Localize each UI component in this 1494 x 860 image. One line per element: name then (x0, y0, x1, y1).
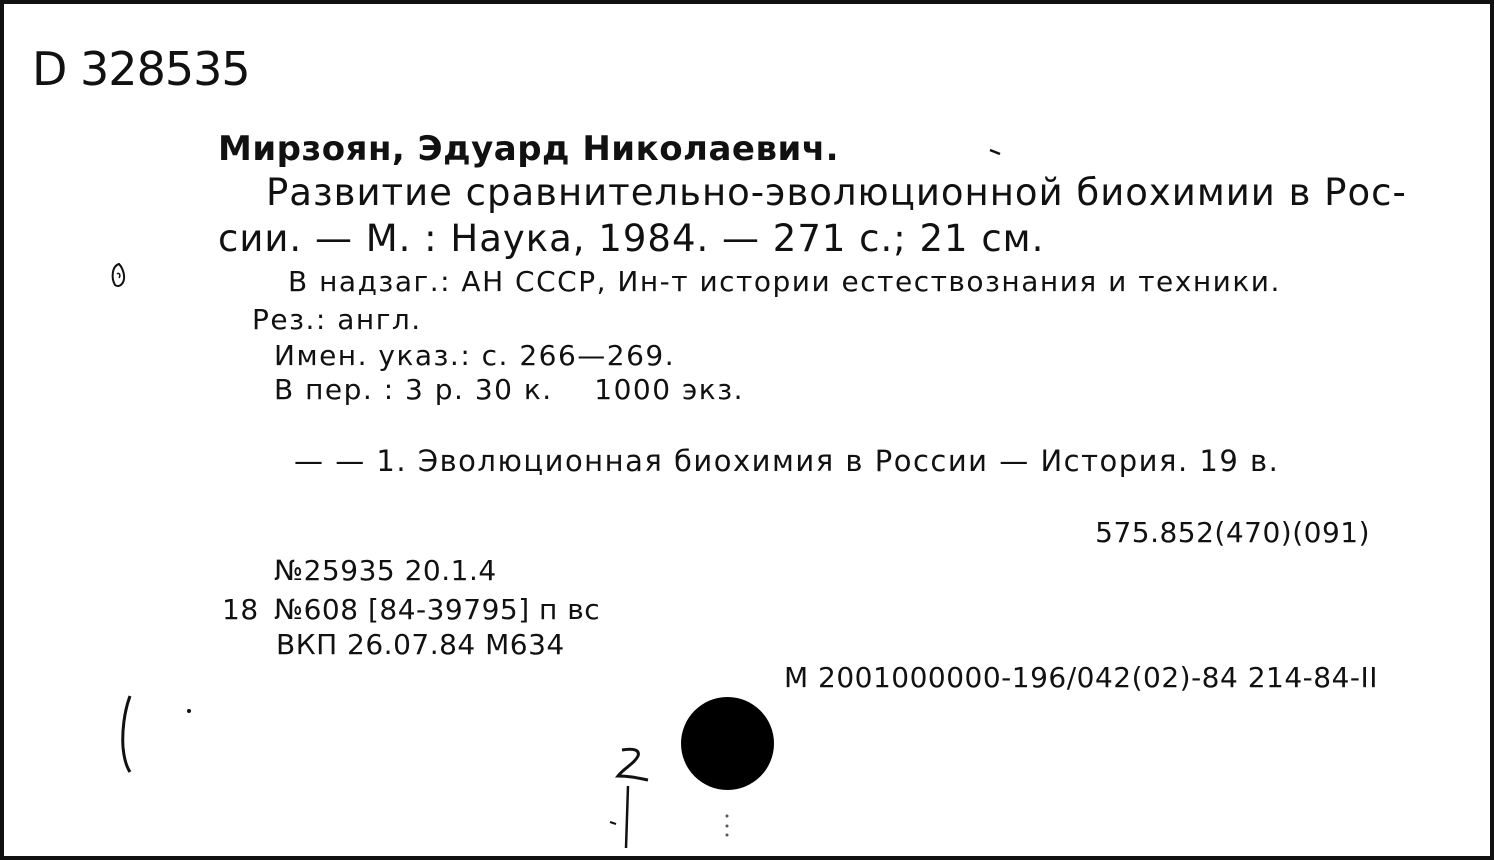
faint-marks-icon (720, 810, 734, 840)
smudge-mark-icon (106, 260, 132, 290)
publication-line-1: №25935 20.1.4 (274, 554, 497, 587)
punch-hole (681, 697, 774, 790)
handwritten-bracket-icon (110, 692, 136, 776)
publication-line-2-prefix: 18 (222, 593, 259, 626)
index-note: Имен. указ.: с. 266—269. (274, 339, 676, 372)
udc-classification: 575.852(470)(091) (1095, 516, 1370, 549)
call-number: D 328535 (32, 42, 250, 96)
author-heading: Мирзоян, Эдуард Николаевич. (218, 129, 840, 169)
subject-heading: — — 1. Эволюционная биохимия в России — История. 19 в. (294, 444, 1280, 478)
publication-line-3: ВКП 26.07.84 М634 (276, 628, 565, 661)
specks-icon (184, 704, 194, 718)
title-line-1: Развитие сравнительно-эволюционной биохимии в Рос- (266, 171, 1407, 214)
publication-line-2: №608 [84-39795] п вс (274, 593, 601, 626)
title-line-2: сии. — М. : Наука, 1984. — 271 с.; 21 см. (218, 217, 1045, 260)
speck-icon (986, 142, 1006, 158)
handwritten-mark-icon (604, 742, 674, 854)
price-note: В пер. : 3 р. 30 к. 1000 экз. (274, 373, 745, 406)
sponsor-note-line-2: Рез.: англ. (252, 303, 422, 336)
sponsor-note-line-1: В надзаг.: АН СССР, Ин-т истории естествознания и техники. (288, 265, 1281, 298)
publisher-code: М 2001000000-196/042(02)-84 214-84-II (783, 661, 1378, 694)
